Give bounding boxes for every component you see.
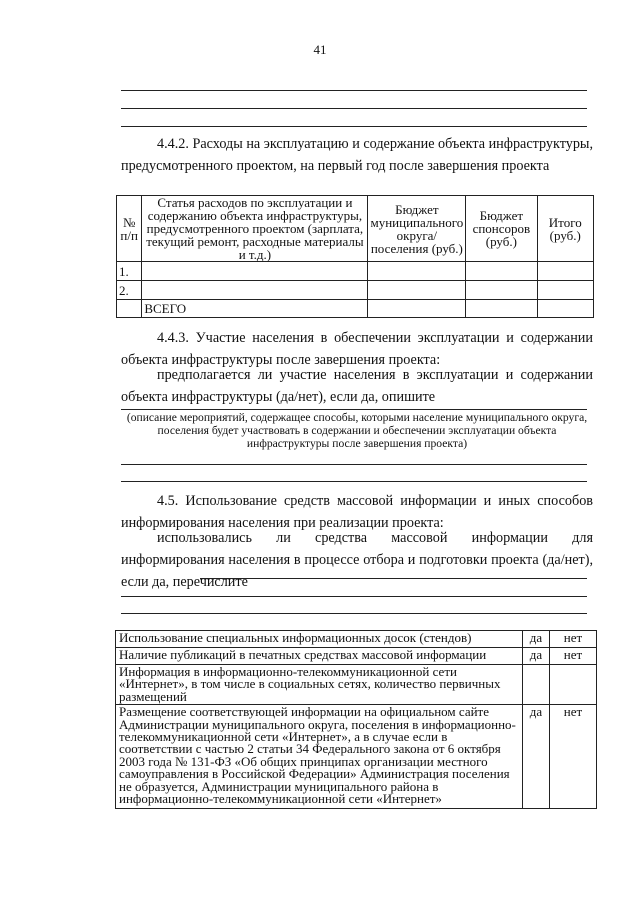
answer-line[interactable] <box>121 596 587 597</box>
yes-option[interactable]: да <box>523 705 550 809</box>
row-item-cell[interactable] <box>142 281 368 300</box>
table-row <box>116 648 597 665</box>
section-text: Участие населения в обеспечении эксплуатации и содержании объекта инфраструктуры после завершения проекта: <box>121 330 593 368</box>
total-total-cell[interactable] <box>537 300 594 318</box>
table-row <box>117 281 594 300</box>
no-option[interactable]: нет <box>550 648 597 665</box>
media-row-label: Информация в информационно-телекоммуникационной сети «Интернет», в том числе в социальных сетях, количество первичных размещений <box>116 665 523 705</box>
description-caption: (описание мероприятий, содержащее способы, которыми население муниципального округа, поселения будет участвовать в содержании и обеспечении эксплуатации объекта инфраструктуры после завершения проекта) <box>126 411 588 450</box>
row-total-cell[interactable] <box>537 262 594 281</box>
blank-line <box>121 126 587 127</box>
yes-option[interactable] <box>523 665 550 705</box>
total-budget-cell[interactable] <box>368 300 466 318</box>
question-text: использовались ли средства массовой информации для информирования населения в процессе отбора и подготовки проекта (да/нет), если да, перечислите <box>121 530 593 590</box>
answer-line[interactable] <box>200 578 587 579</box>
blank-line <box>121 90 587 91</box>
total-label: ВСЕГО <box>142 300 368 318</box>
row-num: 1. <box>117 262 142 281</box>
table-row <box>116 705 597 809</box>
row-num: 2. <box>117 281 142 300</box>
no-option[interactable] <box>550 665 597 705</box>
media-table <box>115 630 597 809</box>
table-row <box>116 631 597 648</box>
no-option[interactable]: нет <box>550 631 597 648</box>
header-budget: Бюджет муниципального округа/ поселения (руб.) <box>368 196 466 262</box>
table-row <box>117 262 594 281</box>
row-sponsors-cell[interactable] <box>466 281 537 300</box>
blank-line <box>121 108 587 109</box>
answer-line[interactable] <box>121 464 587 465</box>
no-option[interactable]: нет <box>550 705 597 809</box>
section-text: Использование средств массовой информации и иных способов информирования населения при реализации проекта: <box>121 493 593 531</box>
yes-option[interactable]: да <box>523 648 550 665</box>
table-header-row <box>117 196 594 262</box>
header-item: Статья расходов по эксплуатации и содержанию объекта инфраструктуры, предусмотренного проектом (зарплата, текущий ремонт, расходные материалы и т.д.) <box>142 196 368 262</box>
section-text: Расходы на эксплуатацию и содержание объекта инфраструктуры, предусмотренного проектом, на первый год после завершения проекта <box>121 136 594 174</box>
table-row <box>116 665 597 705</box>
media-row-label: Размещение соответствующей информации на официальном сайте Администрации муниципального округа, поселения в информационно-телекоммуникационной сети «Интернет», а в случае если в соответствии с частью 2 статьи 34 Федерального закона от 6 октября 2003 года № 131-ФЗ «Об общих принципах организации местного самоуправления в Российской Федерации» Администрация поселения не образуется, Администрации муниципального района в информационно-телекоммуникационной сети «Интернет» <box>116 705 523 809</box>
question-text: предполагается ли участие населения в эксплуатации и содержании объекта инфраструктуры (да/нет), если да, опишите <box>121 367 593 405</box>
section-4-4-2 <box>121 133 593 177</box>
media-row-label: Использование специальных информационных досок (стендов) <box>116 631 523 648</box>
answer-line[interactable] <box>121 481 587 482</box>
section-4-5-question <box>121 527 593 593</box>
expenses-table <box>116 195 594 318</box>
row-budget-cell[interactable] <box>368 262 466 281</box>
section-4-4-3-question <box>121 364 593 408</box>
section-number: 4.4.2. <box>157 136 189 152</box>
yes-option[interactable]: да <box>523 631 550 648</box>
section-number: 4.5. <box>157 493 179 509</box>
header-sponsors: Бюджет спонсоров (руб.) <box>466 196 537 262</box>
header-num: № п/п <box>117 196 142 262</box>
answer-line[interactable] <box>121 409 587 410</box>
total-sponsors-cell[interactable] <box>466 300 537 318</box>
answer-line[interactable] <box>121 613 587 614</box>
row-total-cell[interactable] <box>537 281 594 300</box>
total-num-cell <box>117 300 142 318</box>
row-budget-cell[interactable] <box>368 281 466 300</box>
header-total: Итого (руб.) <box>537 196 594 262</box>
row-sponsors-cell[interactable] <box>466 262 537 281</box>
section-number: 4.4.3. <box>157 330 189 346</box>
row-item-cell[interactable] <box>142 262 368 281</box>
table-total-row <box>117 300 594 318</box>
media-row-label: Наличие публикаций в печатных средствах массовой информации <box>116 648 523 665</box>
page-number: 41 <box>313 42 327 57</box>
